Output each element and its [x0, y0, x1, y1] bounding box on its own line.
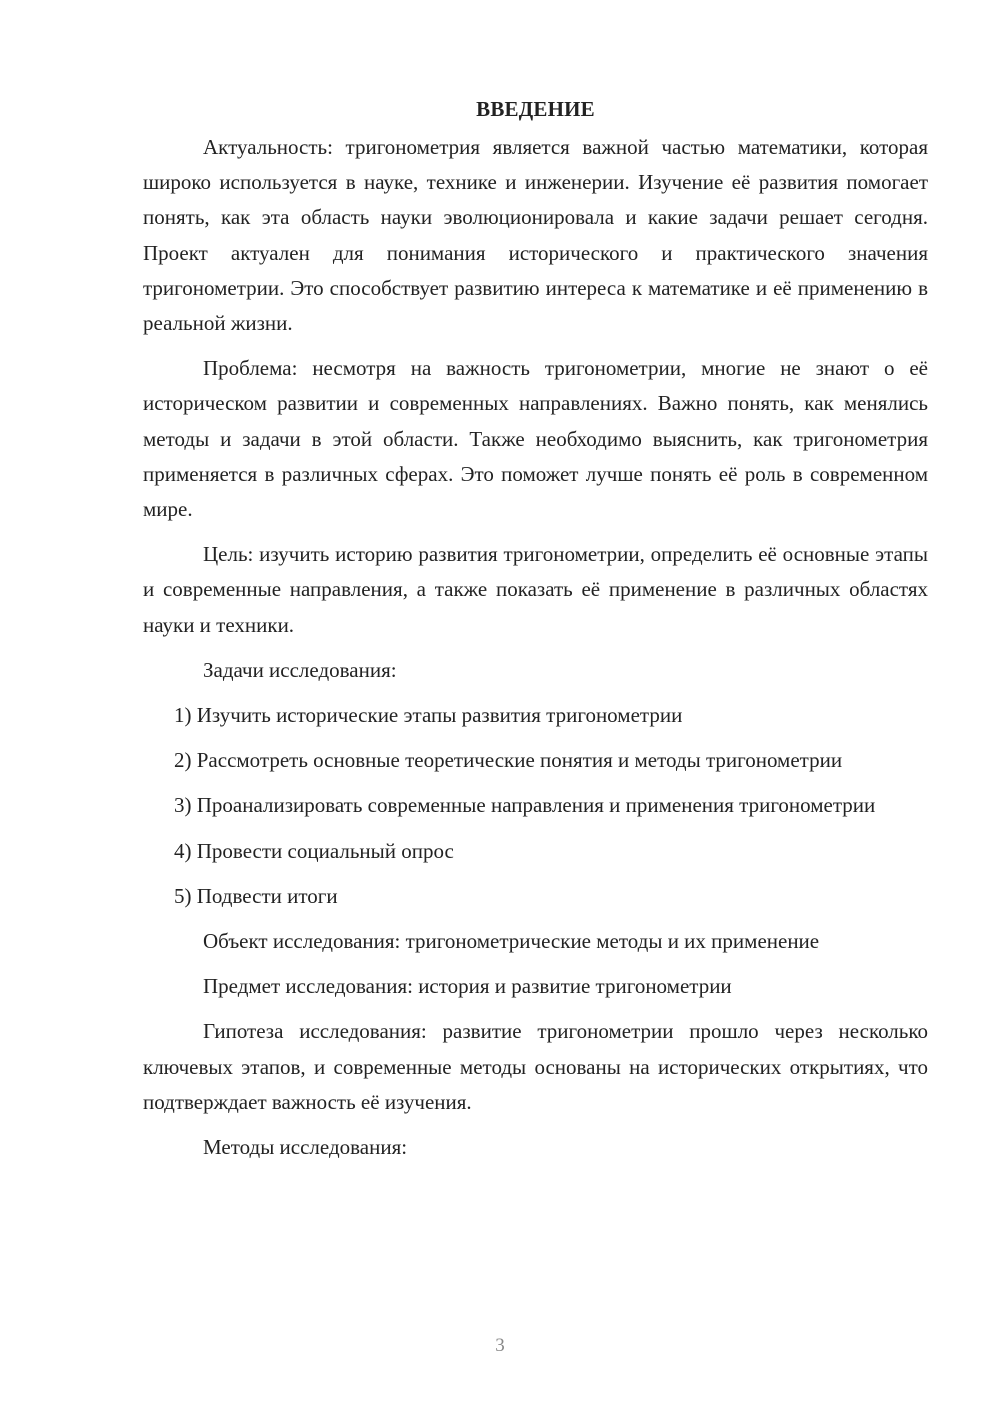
methods-heading: Методы исследования:: [203, 1135, 408, 1160]
goal-paragraph: Цель: изучить историю развития тригонометрии, определить её основные этапы и современные направления, а также показать её применение в различных областях науки и техники.: [143, 542, 928, 637]
subject-paragraph: Предмет исследования: история и развитие тригонометрии: [203, 974, 732, 999]
relevance-paragraph: Актуальность: тригонометрия является важной частью математики, которая широко используется в науке, технике и инженерии. Изучение её развития помогает понять, как эта область науки эволюционировала и какие задачи решает сегодня. Проект актуален для понимания исторического и практического значения тригонометрии. Это способствует развитию интереса к математике и её применению в реальной жизни.: [143, 135, 928, 336]
document-page: [143, 92, 928, 1175]
task-item: 5) Подвести итоги: [174, 883, 338, 908]
task-item: 2) Рассмотреть основные теоретические понятия и методы тригонометрии: [174, 748, 843, 773]
task-item: 1) Изучить исторические этапы развития тригонометрии: [174, 703, 683, 728]
tasks-heading: Задачи исследования:: [203, 657, 397, 682]
section-heading: ВВЕДЕНИЕ: [476, 97, 595, 121]
task-item: 4) Провести социальный опрос: [174, 838, 454, 863]
problem-paragraph: Проблема: несмотря на важность тригонометрии, многие не знают о её историческом развитии и современных направлениях. Важно понять, как менялись методы и задачи в этой области. Также необходимо выяснить, как тригонометрия применяется в различных сферах. Это поможет лучше понять её роль в современном мире.: [143, 356, 928, 522]
object-paragraph: Объект исследования: тригонометрические методы и их применение: [203, 929, 820, 954]
hypothesis-paragraph: Гипотеза исследования: развитие тригонометрии прошло через несколько ключевых этапов, и современные методы основаны на исторических открытиях, что подтверждает важность её изучения.: [143, 1019, 928, 1114]
page-number: 3: [495, 1335, 505, 1356]
task-item: 3) Проанализировать современные направления и применения тригонометрии: [174, 793, 876, 818]
